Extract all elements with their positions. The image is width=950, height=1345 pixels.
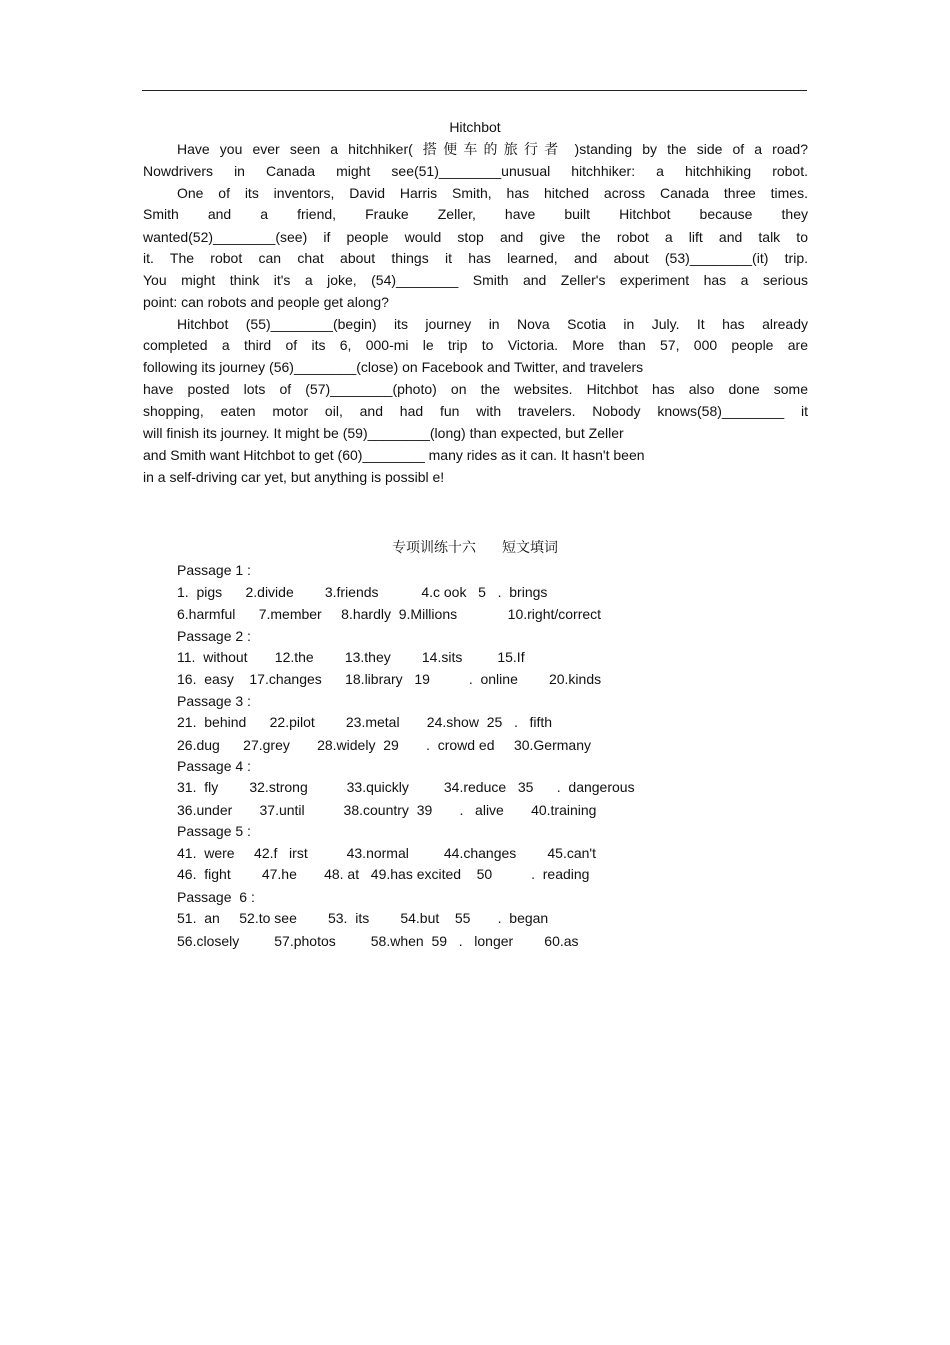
answer-row: 16. easy 17.changes 18.library 19 . online 20.kinds [177, 671, 602, 687]
answer-row: 36.under 37.until 38.country 39 . alive 40.training [177, 802, 597, 818]
answer-title: 专项训练十六 [392, 539, 476, 555]
answer-section-title [0, 537, 950, 557]
passage-heading: Passage 4 : [177, 758, 251, 774]
passage-line: shopping, eaten motor oil, and had fun with travelers. Nobody knows(58)________ it [143, 403, 808, 419]
answer-row: 41. were 42.f irst 43.normal 44.changes 45.can't [177, 845, 596, 861]
answer-subtitle: 短文填词 [502, 539, 558, 555]
passage-line: Hitchbot (55)________(begin) its journey in Nova Scotia in July. It has already [177, 316, 808, 332]
answer-row: 46. fight 47.he 48. at 49.has excited 50 . reading [177, 866, 590, 882]
passage-line: completed a third of its 6, 000-mi le trip to Victoria. More than 57, 000 people are [143, 337, 808, 353]
passage-line: You might think it's a joke, (54)________ Smith and Zeller's experiment has a serious [143, 272, 808, 288]
passage-line: point: can robots and people get along? [143, 294, 389, 310]
passage-heading: Passage 5 : [177, 823, 251, 839]
passage-line: it. The robot can chat about things it has learned, and about (53)________(it) trip. [143, 250, 808, 266]
header-rule [142, 90, 807, 91]
answer-row: 51. an 52.to see 53. its 54.but 55 . began [177, 910, 549, 926]
passage-line: following its journey (56)________(close) on Facebook and Twitter, and travelers [143, 359, 644, 375]
answer-row: 6.harmful 7.member 8.hardly 9.Millions 10.right/correct [177, 606, 602, 622]
passage-line: wanted(52)________(see) if people would stop and give the robot a lift and talk to [143, 229, 808, 245]
answer-row: 31. fly 32.strong 33.quickly 34.reduce 35 . dangerous [177, 779, 635, 795]
passage-line: will finish its journey. It might be (59)________(long) than expected, but Zeller [143, 425, 624, 441]
answer-row: 1. pigs 2.divide 3.friends 4.c ook 5 . brings [177, 584, 548, 600]
answer-row: 56.closely 57.photos 58.when 59 . longer 60.as [177, 933, 579, 949]
passage-line: Nowdrivers in Canada might see(51)________unusual hitchhiker: a hitchhiking robot. [143, 163, 808, 179]
answer-row: 26.dug 27.grey 28.widely 29 . crowd ed 30.Germany [177, 737, 591, 753]
passage-heading: Passage 3 : [177, 693, 251, 709]
passage-heading: Passage 2 : [177, 628, 251, 644]
passage-line: have posted lots of (57)________(photo) on the websites. Hitchbot has also done some [143, 381, 808, 397]
passage-title: Hitchbot [449, 119, 501, 135]
passage-line: Smith and a friend, Frauke Zeller, have built Hitchbot because they [143, 206, 808, 222]
passage-line: Have you ever seen a hitchhiker( 搭便车的旅行者 )standing by the side of a road? [177, 141, 808, 157]
passage-line: in a self-driving car yet, but anything is possibl e! [143, 469, 445, 485]
passage-line: and Smith want Hitchbot to get (60)________ many rides as it can. It hasn't been [143, 447, 645, 463]
passage-line: One of its inventors, David Harris Smith, has hitched across Canada three times. [177, 185, 808, 201]
answer-row: 21. behind 22.pilot 23.metal 24.show 25 . fifth [177, 714, 553, 730]
passage-heading: Passage 1 : [177, 562, 251, 578]
answer-row: 11. without 12.the 13.they 14.sits 15.If [177, 649, 525, 665]
passage-heading: Passage 6 : [177, 889, 255, 905]
